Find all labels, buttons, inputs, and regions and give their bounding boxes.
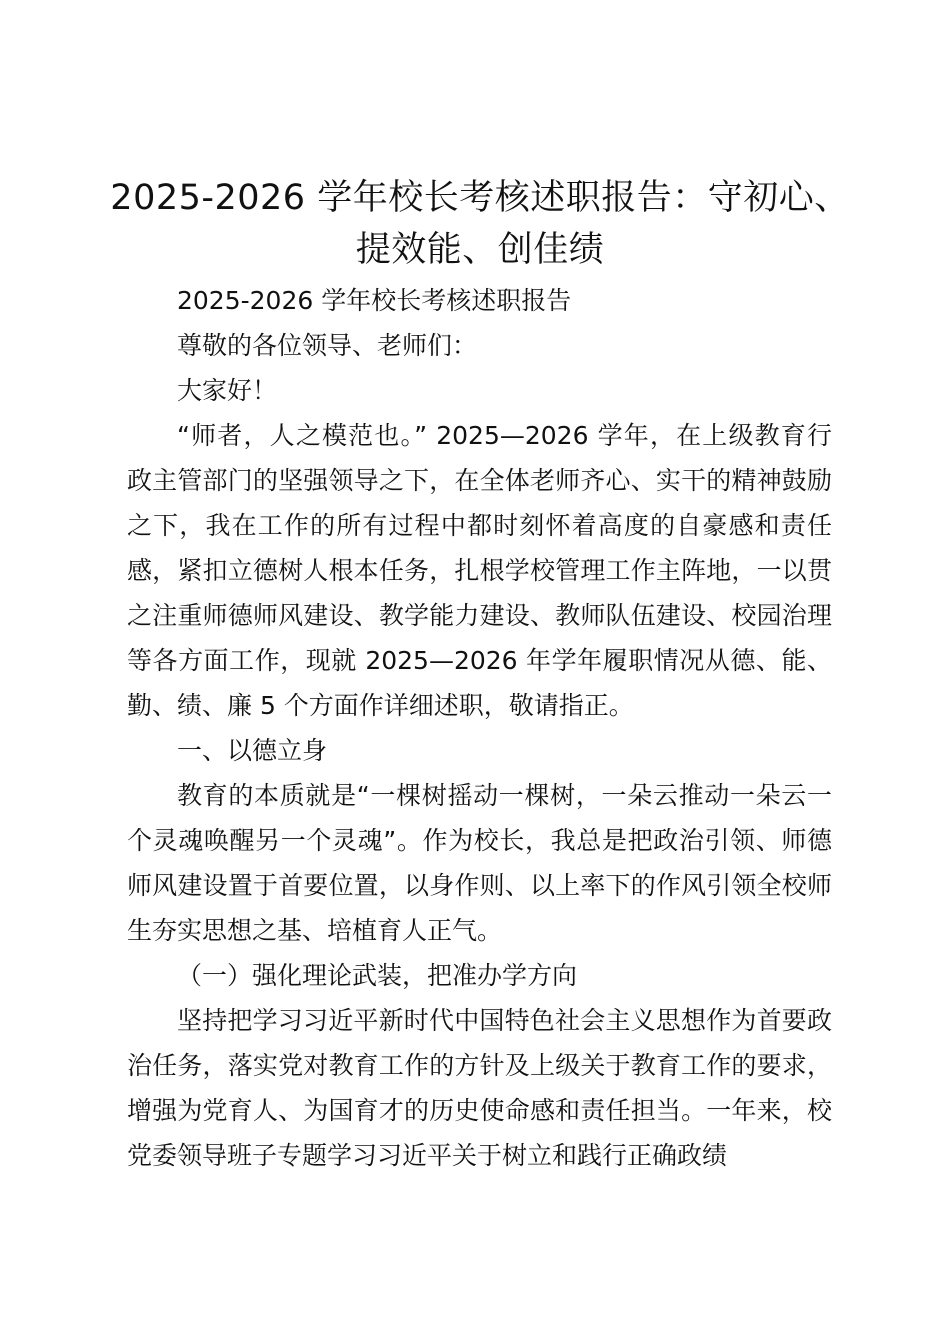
document-title xyxy=(110,172,850,276)
document-body xyxy=(127,278,832,1178)
subsection-1-paragraph: 坚持把学习习近平新时代中国特色社会主义思想作为首要政治任务，落实党对教育工作的方针及上级关于教育工作的要求，增强为党育人、为国育才的历史使命感和责任担当。一年来，校党委领导班子专题学习习近平关于树立和践行正确政绩 xyxy=(127,1006,832,1170)
title-line-2: 提效能、创佳绩 xyxy=(355,230,605,270)
title-line-1: 2025-2026 学年校长考核述职报告：守初心、 xyxy=(110,178,850,218)
intro-paragraph: “师者，人之模范也。” 2025—2026 学年，在上级教育行政主管部门的坚强领导之下，在全体老师齐心、实干的精神鼓励之下，我在工作的所有过程中都时刻怀着高度的自豪感和责任感，紧扣立德树人根本任务，扎根学校管理工作主阵地，一以贯之注重师德师风建设、教学能力建设、教师队伍建设、校园治理等各方面工作，现就 2025—2026 年学年履职情况从德、能、勤、绩、廉 5 个方面作详细述职，敬请指正。 xyxy=(127,421,832,720)
section-heading-1: 一、以德立身 xyxy=(177,736,328,765)
section-1-paragraph: 教育的本质就是“一棵树摇动一棵树，一朵云推动一朵云一个灵魂唤醒另一个灵魂”。作为校长，我总是把政治引领、师德师风建设置于首要位置，以身作则、以上率下的作风引领全校师生夯实思想之基、培植育人正气。 xyxy=(127,781,832,945)
subsection-heading-1: （一）强化理论武装，把准办学方向 xyxy=(177,961,578,990)
salutation: 尊敬的各位领导、老师们： xyxy=(177,331,478,360)
report-subtitle: 2025-2026 学年校长考核述职报告 xyxy=(177,286,572,315)
greeting: 大家好！ xyxy=(177,376,278,405)
